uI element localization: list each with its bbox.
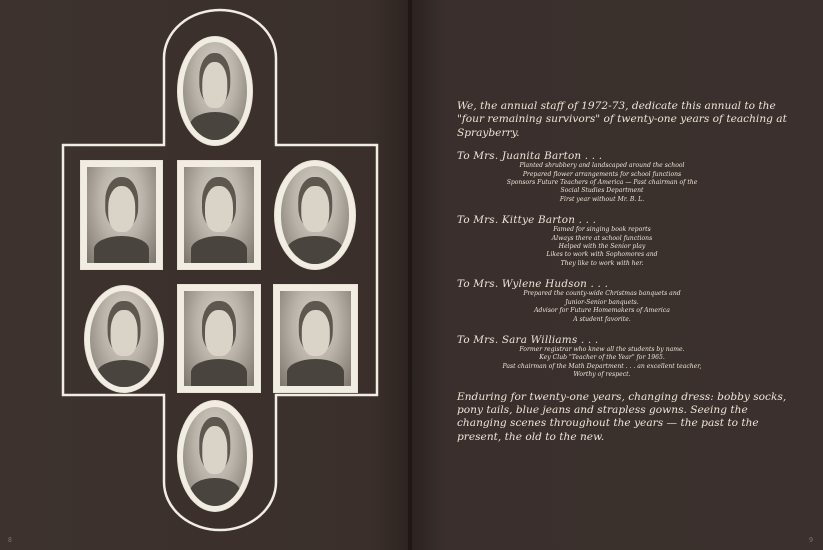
dedication-line: Social Studies Department bbox=[560, 187, 644, 195]
dedication-line: Helped with the Senior play bbox=[558, 243, 646, 251]
dedication-line: Prepared the county-wide Christmas banquets and bbox=[523, 290, 681, 298]
portrait-top bbox=[177, 36, 253, 146]
dedication-line: Advisor for Future Homemakers of America bbox=[534, 307, 670, 315]
dedication-line: Past chairman of the Math Department . . . an excellent teacher, bbox=[502, 362, 702, 370]
dedication-heading: To Mrs. Wylene Hudson . . . bbox=[457, 278, 609, 291]
dedication-line: Former registrar who knew all the students by name. bbox=[519, 345, 685, 353]
dedication-wylene-hudson bbox=[457, 278, 787, 324]
dedication-line: Sponsors Future Teachers of America — Past chairman of the bbox=[506, 179, 698, 187]
intro-paragraph: We, the annual staff of 1972-73, dedicate this annual to the "four remaining survivors" of twenty-one years of teaching at Sprayberry. bbox=[457, 100, 787, 139]
portrait-row2-right bbox=[273, 284, 358, 393]
dedication-line: Key Club "Teacher of the Year" for 1965. bbox=[539, 354, 665, 362]
dedication-juanita-barton bbox=[457, 150, 787, 204]
dedication-heading: To Mrs. Juanita Barton . . . bbox=[457, 150, 603, 163]
dedication-line: Planted shrubbery and landscaped around the school bbox=[519, 162, 685, 170]
dedication-line: Likes to work with Sophomores and bbox=[546, 251, 658, 259]
portrait-row2-center bbox=[177, 284, 261, 393]
dedication-line: Always there at school functions bbox=[551, 234, 653, 242]
dedication-heading: To Mrs. Sara Williams . . . bbox=[457, 333, 599, 346]
portrait-row2-left bbox=[84, 285, 164, 393]
dedication-line: Prepared flower arrangements for school functions bbox=[522, 170, 682, 178]
dedication-line: They like to work with her. bbox=[560, 259, 644, 267]
dedication-line: Junior-Senior banquets. bbox=[565, 298, 639, 306]
dedication-sara-williams bbox=[457, 334, 787, 380]
left-page bbox=[0, 0, 410, 550]
dedication-line: Worthy of respect. bbox=[573, 371, 631, 379]
dedication-line: Famed for singing book reports bbox=[553, 226, 651, 234]
dedication-line: A student favorite. bbox=[573, 315, 631, 323]
dedication-text bbox=[457, 100, 787, 455]
right-page-number: 9 bbox=[809, 537, 813, 544]
dedication-line: First year without Mr. B. L. bbox=[559, 195, 645, 203]
portrait-bottom bbox=[177, 400, 253, 512]
portrait-row1-center bbox=[177, 160, 261, 270]
dedication-heading: To Mrs. Kittye Barton . . . bbox=[457, 214, 597, 227]
closing-paragraph: Enduring for twenty-one years, changing dress: bobby socks, pony tails, blue jeans and strapless gowns. Seeing the changing scenes throughout the years — the past to the present, the old to the new. bbox=[457, 390, 787, 443]
dedication-kittye-barton bbox=[457, 214, 787, 268]
portrait-row1-right bbox=[274, 160, 356, 270]
left-page-number: 8 bbox=[8, 537, 12, 544]
portrait-row1-left bbox=[80, 160, 163, 270]
